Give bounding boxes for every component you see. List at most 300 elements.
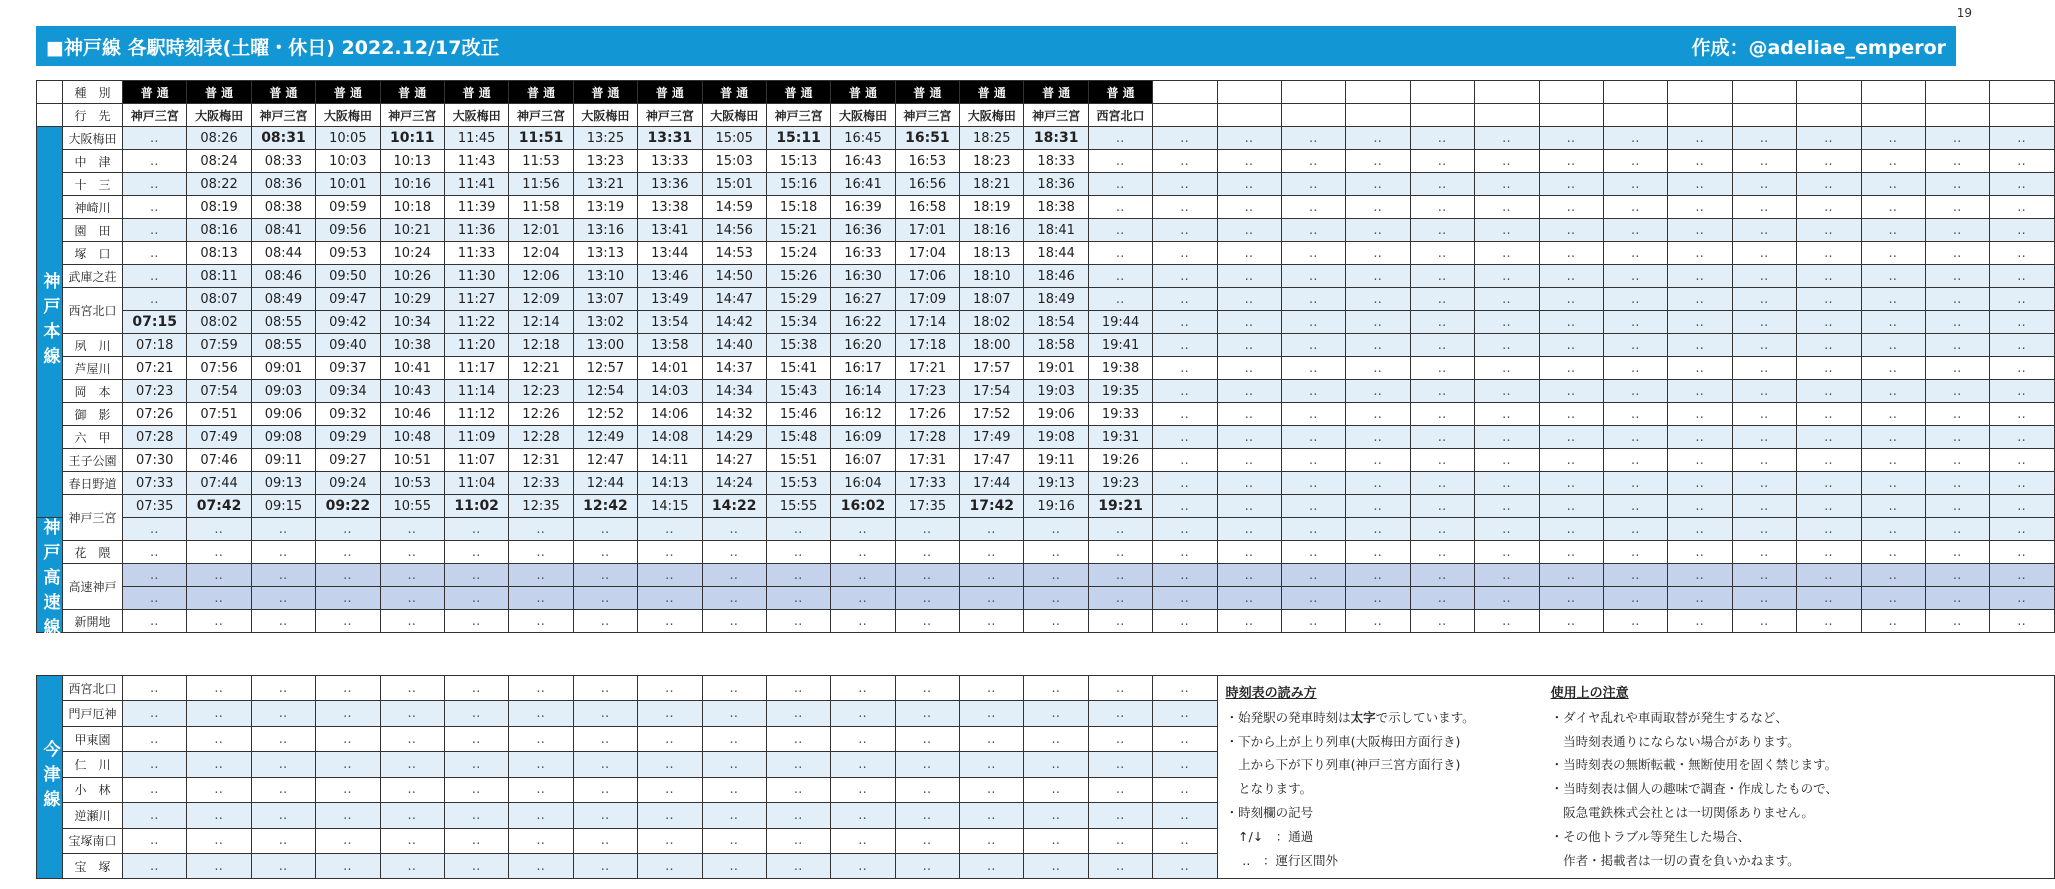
time-cell: ‥	[1088, 828, 1152, 853]
time-cell: ‥	[1603, 311, 1667, 334]
time-cell: ‥	[1732, 564, 1796, 587]
time-cell: ‥	[1861, 380, 1925, 403]
time-cell: 09:13	[251, 472, 315, 495]
time-cell: ‥	[1925, 311, 1989, 334]
time-cell: ‥	[1088, 242, 1152, 265]
time-cell: 12:04	[509, 242, 573, 265]
time-cell: 16:43	[831, 150, 895, 173]
time-cell: 09:03	[251, 380, 315, 403]
time-cell: 12:47	[573, 449, 637, 472]
time-cell: 08:55	[251, 334, 315, 357]
time-cell: ‥	[1024, 610, 1088, 633]
time-cell: 16:39	[831, 196, 895, 219]
time-cell: ‥	[1861, 518, 1925, 541]
time-cell: 17:44	[960, 472, 1024, 495]
time-cell: ‥	[187, 828, 251, 853]
time-cell: 11:07	[444, 449, 508, 472]
time-cell: ‥	[1797, 472, 1861, 495]
time-cell: ‥	[1732, 518, 1796, 541]
time-cell: ‥	[1925, 403, 1989, 426]
time-cell: 11:45	[444, 127, 508, 150]
time-cell: ‥	[123, 610, 187, 633]
time-cell: ‥	[638, 726, 702, 751]
time-cell: 15:03	[702, 150, 766, 173]
time-cell: ‥	[1539, 173, 1603, 196]
time-cell: ‥	[895, 853, 959, 878]
time-cell: ‥	[766, 752, 830, 777]
time-cell: ‥	[1282, 357, 1346, 380]
time-cell: ‥	[1861, 288, 1925, 311]
time-cell: 17:28	[895, 426, 959, 449]
time-cell: 13:02	[573, 311, 637, 334]
time-cell: 16:02	[831, 495, 895, 518]
time-cell: 18:00	[960, 334, 1024, 357]
time-cell: ‥	[1603, 219, 1667, 242]
time-cell: 14:01	[638, 357, 702, 380]
time-cell: 18:38	[1024, 196, 1088, 219]
station-name: 仁 川	[63, 752, 123, 777]
time-cell: 11:20	[444, 334, 508, 357]
time-cell: 15:51	[766, 449, 830, 472]
time-cell: ‥	[1668, 196, 1732, 219]
time-cell: ‥	[1990, 288, 2054, 311]
time-cell: ‥	[380, 853, 444, 878]
station-name: 小 林	[63, 777, 123, 802]
time-cell: ‥	[573, 752, 637, 777]
time-cell: ‥	[1475, 541, 1539, 564]
time-cell: ‥	[1024, 828, 1088, 853]
time-cell: ‥	[1088, 726, 1152, 751]
time-cell: ‥	[1732, 288, 1796, 311]
time-cell: 07:56	[187, 357, 251, 380]
time-cell: 12:23	[509, 380, 573, 403]
time-cell: ‥	[1475, 587, 1539, 610]
time-cell: ‥	[895, 564, 959, 587]
time-cell: 10:05	[316, 127, 380, 150]
time-cell: 19:44	[1088, 311, 1152, 334]
time-cell: ‥	[1603, 173, 1667, 196]
time-cell: ‥	[316, 828, 380, 853]
time-cell: 15:34	[766, 311, 830, 334]
table-row	[37, 173, 2055, 196]
time-cell: ‥	[766, 701, 830, 726]
time-cell: ‥	[1282, 472, 1346, 495]
table-row	[37, 127, 2055, 150]
time-cell: ‥	[1410, 587, 1474, 610]
time-cell: ‥	[251, 777, 315, 802]
time-cell: 09:29	[316, 426, 380, 449]
time-cell: ‥	[1217, 495, 1281, 518]
time-cell: 17:35	[895, 495, 959, 518]
time-cell: ‥	[638, 564, 702, 587]
time-cell: 15:55	[766, 495, 830, 518]
time-cell: ‥	[1797, 357, 1861, 380]
time-cell: ‥	[316, 610, 380, 633]
station-name: 神崎川	[63, 196, 123, 219]
time-cell: ‥	[766, 518, 830, 541]
time-cell: 17:26	[895, 403, 959, 426]
time-cell: ‥	[1346, 426, 1410, 449]
time-cell: ‥	[1475, 173, 1539, 196]
time-cell: ‥	[702, 564, 766, 587]
time-cell: ‥	[1217, 242, 1281, 265]
time-cell: 19:35	[1088, 380, 1152, 403]
time-cell: ‥	[1217, 449, 1281, 472]
usage-line: ・当時刻表の無断転載・無断使用を固く禁じます。	[1550, 757, 1838, 773]
time-cell: ‥	[1217, 219, 1281, 242]
time-cell: 15:05	[702, 127, 766, 150]
time-cell: ‥	[1797, 219, 1861, 242]
time-cell: ‥	[1153, 803, 1217, 828]
time-cell: 16:30	[831, 265, 895, 288]
time-cell: ‥	[1732, 541, 1796, 564]
time-cell: ‥	[1410, 449, 1474, 472]
time-cell: ‥	[1925, 288, 1989, 311]
time-cell: ‥	[766, 853, 830, 878]
time-cell: ‥	[1153, 777, 1217, 802]
time-cell: ‥	[316, 587, 380, 610]
time-cell: ‥	[444, 610, 508, 633]
destination: 大阪梅田	[960, 104, 1024, 127]
time-cell: ‥	[1217, 150, 1281, 173]
time-cell: ‥	[1088, 518, 1152, 541]
time-cell: ‥	[1346, 472, 1410, 495]
time-cell: ‥	[1153, 828, 1217, 853]
time-cell: ‥	[251, 676, 315, 701]
time-cell: ‥	[251, 610, 315, 633]
destination: 大阪梅田	[316, 104, 380, 127]
time-cell: ‥	[1088, 777, 1152, 802]
time-cell: ‥	[831, 587, 895, 610]
time-cell: 12:54	[573, 380, 637, 403]
time-cell: 14:27	[702, 449, 766, 472]
time-cell: 10:16	[380, 173, 444, 196]
time-cell: 12:42	[573, 495, 637, 518]
page-title: ■神戸線 各駅時刻表(土曜・休日) 2022.12/17改正	[46, 36, 500, 59]
time-cell: ‥	[1603, 495, 1667, 518]
time-cell: ‥	[316, 803, 380, 828]
time-cell: ‥	[1668, 472, 1732, 495]
time-cell: 11:14	[444, 380, 508, 403]
time-cell: ‥	[1153, 196, 1217, 219]
time-cell: ‥	[1346, 403, 1410, 426]
time-cell: ‥	[1475, 219, 1539, 242]
time-cell: 13:07	[573, 288, 637, 311]
time-cell: ‥	[1282, 564, 1346, 587]
time-cell: ‥	[702, 853, 766, 878]
time-cell: ‥	[960, 518, 1024, 541]
time-cell: 12:21	[509, 357, 573, 380]
notes-panel	[1217, 676, 2054, 879]
train-type: 普 通	[1088, 81, 1152, 104]
time-cell: ‥	[1475, 403, 1539, 426]
time-cell: ‥	[1346, 311, 1410, 334]
time-cell: ‥	[1410, 219, 1474, 242]
time-cell: 09:34	[316, 380, 380, 403]
time-cell: ‥	[1410, 564, 1474, 587]
time-cell: ‥	[1668, 334, 1732, 357]
time-cell: ‥	[1732, 357, 1796, 380]
time-cell: ‥	[123, 196, 187, 219]
train-type: 普 通	[895, 81, 959, 104]
table-row	[37, 426, 2055, 449]
reading-text: ・始発駅の発車時刻は	[1225, 709, 1351, 725]
time-cell: 18:02	[960, 311, 1024, 334]
table-row	[37, 403, 2055, 426]
time-cell: ‥	[1861, 610, 1925, 633]
train-type: 普 通	[251, 81, 315, 104]
time-cell: ‥	[187, 853, 251, 878]
time-cell: ‥	[509, 676, 573, 701]
time-cell: ‥	[444, 518, 508, 541]
time-cell: ‥	[1282, 311, 1346, 334]
time-cell: ‥	[895, 541, 959, 564]
time-cell: ‥	[1990, 265, 2054, 288]
time-cell: ‥	[960, 587, 1024, 610]
time-cell: ‥	[573, 726, 637, 751]
time-cell: ‥	[1925, 127, 1989, 150]
time-cell: 13:13	[573, 242, 637, 265]
time-cell: 12:28	[509, 426, 573, 449]
time-cell: ‥	[1475, 242, 1539, 265]
time-cell: ‥	[1410, 357, 1474, 380]
time-cell: ‥	[251, 752, 315, 777]
time-cell: ‥	[1410, 311, 1474, 334]
time-cell: ‥	[1346, 219, 1410, 242]
time-cell: ‥	[1668, 288, 1732, 311]
time-cell: ‥	[1990, 242, 2054, 265]
time-cell: 10:18	[380, 196, 444, 219]
time-cell: 07:26	[123, 403, 187, 426]
table-row	[37, 334, 2055, 357]
usage-line: ・ダイヤ乱れや車両取替が発生するなど、	[1550, 709, 1788, 725]
time-cell: ‥	[1603, 564, 1667, 587]
time-cell: ‥	[1217, 196, 1281, 219]
time-cell: ‥	[1797, 242, 1861, 265]
time-cell: ‥	[123, 219, 187, 242]
time-cell: ‥	[1346, 564, 1410, 587]
destination: 神戸三宮	[123, 104, 187, 127]
time-cell: ‥	[1539, 127, 1603, 150]
time-cell: 13:41	[638, 219, 702, 242]
time-cell: ‥	[1153, 676, 1217, 701]
time-cell: ‥	[1990, 127, 2054, 150]
time-cell: 14:15	[638, 495, 702, 518]
time-cell: ‥	[573, 803, 637, 828]
time-cell: ‥	[1410, 150, 1474, 173]
time-cell: 09:59	[316, 196, 380, 219]
reading-line: ↑/↓ ：通過	[1225, 828, 1314, 844]
time-cell: ‥	[1539, 495, 1603, 518]
usage-notes	[1551, 682, 1876, 872]
time-cell: ‥	[1475, 495, 1539, 518]
time-cell: ‥	[1539, 334, 1603, 357]
table-row	[37, 104, 2055, 127]
time-cell: ‥	[1153, 541, 1217, 564]
station-name: 神戸三宮	[63, 495, 123, 541]
time-cell: ‥	[1217, 380, 1281, 403]
time-cell: 15:13	[766, 150, 830, 173]
usage-title: 使用上の注意	[1550, 686, 1629, 701]
train-type: 普 通	[638, 81, 702, 104]
time-cell: ‥	[1603, 127, 1667, 150]
time-cell: ‥	[1732, 173, 1796, 196]
time-cell: ‥	[1668, 357, 1732, 380]
time-cell: ‥	[251, 726, 315, 751]
time-cell: 08:19	[187, 196, 251, 219]
time-cell: 18:07	[960, 288, 1024, 311]
time-cell: 13:46	[638, 265, 702, 288]
time-cell: ‥	[1990, 334, 2054, 357]
time-cell: ‥	[1603, 426, 1667, 449]
time-cell: 08:33	[251, 150, 315, 173]
time-cell: ‥	[1603, 541, 1667, 564]
time-cell: ‥	[1603, 587, 1667, 610]
time-cell: ‥	[573, 676, 637, 701]
time-cell: ‥	[123, 265, 187, 288]
time-cell: ‥	[1797, 196, 1861, 219]
time-cell: ‥	[1088, 127, 1152, 150]
time-cell: 14:59	[702, 196, 766, 219]
time-cell: ‥	[895, 828, 959, 853]
train-type: 普 通	[573, 81, 637, 104]
time-cell: ‥	[1797, 426, 1861, 449]
time-cell: 18:16	[960, 219, 1024, 242]
time-cell: ‥	[1539, 242, 1603, 265]
time-cell: 14:03	[638, 380, 702, 403]
table-row	[37, 495, 2055, 518]
time-cell: ‥	[1088, 752, 1152, 777]
time-cell: 07:23	[123, 380, 187, 403]
time-cell: ‥	[702, 828, 766, 853]
time-cell: ‥	[960, 853, 1024, 878]
time-cell: ‥	[1346, 196, 1410, 219]
time-cell: ‥	[1925, 219, 1989, 242]
time-cell: 14:22	[702, 495, 766, 518]
time-cell: ‥	[1088, 196, 1152, 219]
time-cell: ‥	[1153, 265, 1217, 288]
time-cell: ‥	[1797, 265, 1861, 288]
time-cell: ‥	[380, 726, 444, 751]
destination: 西宮北口	[1088, 104, 1152, 127]
time-cell: ‥	[895, 587, 959, 610]
table-row	[37, 150, 2055, 173]
time-cell: ‥	[1475, 564, 1539, 587]
time-cell: ‥	[1668, 518, 1732, 541]
time-cell: 13:38	[638, 196, 702, 219]
time-cell: ‥	[1797, 449, 1861, 472]
time-cell: ‥	[831, 564, 895, 587]
time-cell: ‥	[444, 752, 508, 777]
time-cell: ‥	[1539, 219, 1603, 242]
time-cell: ‥	[380, 828, 444, 853]
time-cell: ‥	[1346, 449, 1410, 472]
reading-guide	[1226, 682, 1551, 872]
time-cell: 13:16	[573, 219, 637, 242]
table-row	[37, 518, 2055, 541]
time-cell: ‥	[444, 541, 508, 564]
time-cell: ‥	[1153, 426, 1217, 449]
time-cell: ‥	[123, 777, 187, 802]
time-cell: ‥	[1668, 541, 1732, 564]
time-cell: ‥	[1475, 334, 1539, 357]
time-cell: ‥	[1217, 288, 1281, 311]
time-cell: ‥	[316, 853, 380, 878]
time-cell: ‥	[960, 752, 1024, 777]
time-cell: 19:23	[1088, 472, 1152, 495]
time-cell: ‥	[1990, 518, 2054, 541]
time-cell: ‥	[1732, 242, 1796, 265]
time-cell: 11:56	[509, 173, 573, 196]
time-cell: ‥	[1925, 334, 1989, 357]
time-cell: ‥	[1797, 495, 1861, 518]
train-type: 普 通	[1024, 81, 1088, 104]
time-cell: ‥	[1539, 587, 1603, 610]
time-cell: ‥	[1153, 150, 1217, 173]
time-cell: ‥	[1732, 380, 1796, 403]
time-cell: 14:47	[702, 288, 766, 311]
time-cell: 07:18	[123, 334, 187, 357]
time-cell: ‥	[895, 752, 959, 777]
time-cell: ‥	[1797, 288, 1861, 311]
time-cell: 13:54	[638, 311, 702, 334]
time-cell: ‥	[316, 541, 380, 564]
time-cell: ‥	[1217, 518, 1281, 541]
table-row	[37, 311, 2055, 334]
time-cell: 18:10	[960, 265, 1024, 288]
time-cell: 09:24	[316, 472, 380, 495]
table-row	[37, 357, 2055, 380]
station-name: 西宮北口	[63, 288, 123, 334]
time-cell: 11:17	[444, 357, 508, 380]
time-cell: 17:57	[960, 357, 1024, 380]
time-cell: ‥	[702, 541, 766, 564]
time-cell: ‥	[766, 564, 830, 587]
time-cell: 09:37	[316, 357, 380, 380]
time-cell: 12:49	[573, 426, 637, 449]
time-cell: 12:14	[509, 311, 573, 334]
time-cell: ‥	[1282, 403, 1346, 426]
time-cell: ‥	[831, 726, 895, 751]
time-cell: ‥	[1925, 518, 1989, 541]
time-cell: ‥	[1925, 173, 1989, 196]
time-cell: 17:18	[895, 334, 959, 357]
time-cell: 18:36	[1024, 173, 1088, 196]
time-cell: ‥	[123, 541, 187, 564]
time-cell: ‥	[1732, 403, 1796, 426]
time-cell: ‥	[187, 752, 251, 777]
time-cell: ‥	[1475, 311, 1539, 334]
time-cell: ‥	[1024, 803, 1088, 828]
time-cell: 12:09	[509, 288, 573, 311]
time-cell: 18:46	[1024, 265, 1088, 288]
station-name: 六 甲	[63, 426, 123, 449]
time-cell: 08:16	[187, 219, 251, 242]
time-cell: ‥	[1603, 288, 1667, 311]
station-name: 芦屋川	[63, 357, 123, 380]
time-cell: ‥	[831, 803, 895, 828]
time-cell: 18:44	[1024, 242, 1088, 265]
time-cell: ‥	[123, 288, 187, 311]
time-cell: ‥	[831, 853, 895, 878]
time-cell: ‥	[1410, 495, 1474, 518]
table-row	[37, 472, 2055, 495]
time-cell: 18:25	[960, 127, 1024, 150]
time-cell: ‥	[1668, 265, 1732, 288]
time-cell: ‥	[1861, 265, 1925, 288]
time-cell: 10:26	[380, 265, 444, 288]
time-cell: 13:00	[573, 334, 637, 357]
